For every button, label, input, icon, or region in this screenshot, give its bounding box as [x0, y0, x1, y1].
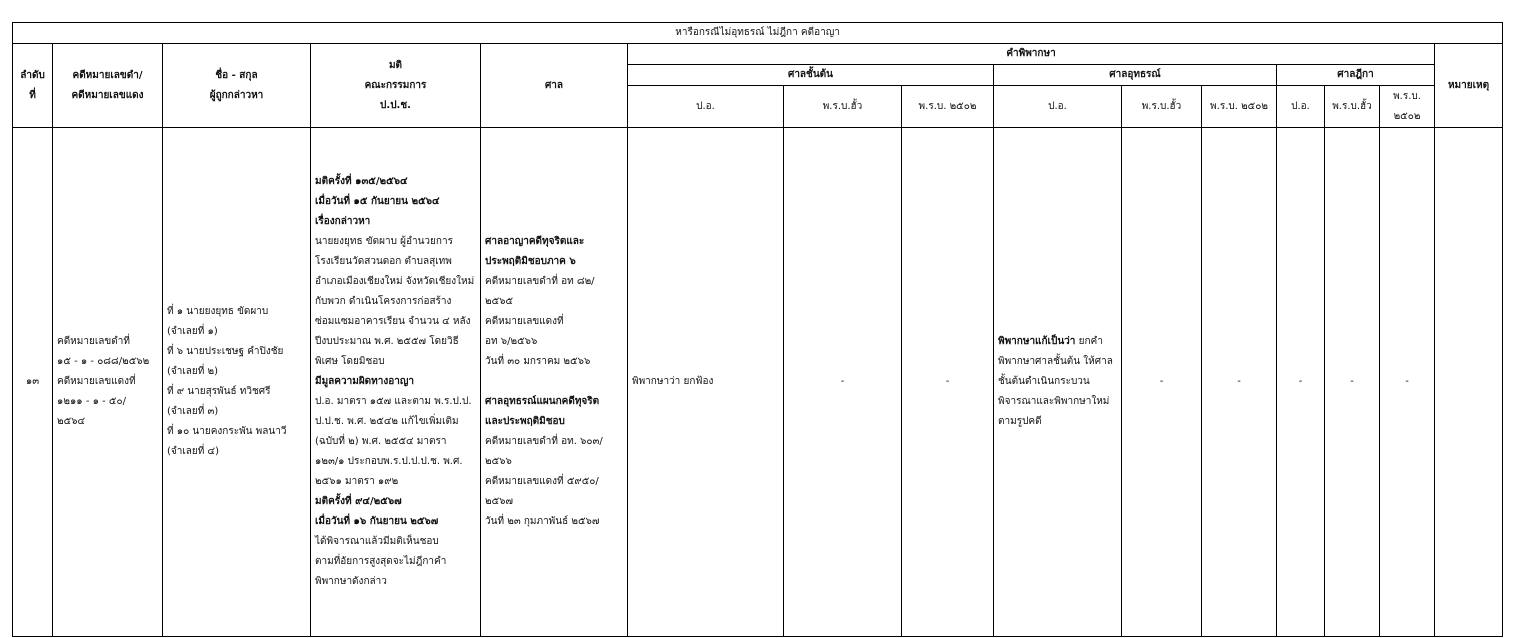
cell-resolution — [311, 128, 481, 637]
resolution-line: อำเภอเมืองเชียงใหม่ จังหวัดเชียงใหม่ — [315, 276, 475, 287]
header-supreme-po: ป.อ. — [1277, 86, 1325, 128]
resolution-line: (ฉบับที่ ๒) พ.ศ. ๒๕๕๔ มาตรา — [315, 436, 447, 447]
header-supreme-bribe: พ.ร.บ.ฮั้ว — [1325, 86, 1380, 128]
resolution-line: ปีงบประมาณ พ.ศ. ๒๕๕๗ โดยวิธี — [315, 336, 459, 347]
header-appeal-2502: พ.ร.บ. ๒๕๐๒ — [1202, 86, 1277, 128]
court-line: อท ๖/๒๕๖๖ — [485, 336, 538, 347]
court-line: คดีหมายเลขแดงที่ — [485, 316, 564, 327]
court-line: ๒๕๖๖ — [485, 456, 512, 467]
cell-court — [481, 128, 628, 637]
court-line: คดีหมายเลขแดงที่ ๕๙๕๐/ — [485, 476, 599, 487]
header-order: ลำดับ ที่ — [13, 44, 53, 128]
cell-names: ที่ ๑ นายยงยุทธ ขัดผาบ (จำเลยที่ ๑) ที่ ๖ นายประเชษฐ คำปิงชัย (จำเลยที่ ๒) ที่ ๙ นายสุรพันธ์ ทวิชศรี (จำเลยที่ ๓) ที่ ๑๐ นายคงกระพัน พลนาวี (จำเลยที่ ๔) — [163, 128, 311, 637]
court-line: ๒๕๖๕ — [485, 296, 514, 307]
header-judgment: คำพิพากษา — [628, 44, 1435, 65]
court-line: คดีหมายเลขดำที่ อท ๘๒/ — [485, 276, 595, 287]
header-remark: หมายเหตุ — [1435, 44, 1503, 128]
header-first-po: ป.อ. — [628, 86, 784, 128]
table-row — [13, 128, 1503, 637]
resolution-line: มีมูลความผิดทางอาญา — [315, 376, 415, 387]
header-first-court: ศาลชั้นต้น — [628, 65, 994, 86]
cell-first-po: พิพากษาว่า ยกฟ้อง — [628, 128, 784, 637]
court-line: วันที่ ๓๐ มกราคม ๒๕๖๖ — [485, 356, 591, 367]
court-line: ศาลอาญาคดีทุจริตและ — [485, 236, 585, 247]
header-supreme-court: ศาลฎีกา — [1277, 65, 1435, 86]
resolution-line: พิพากษาดังกล่าว — [315, 576, 387, 587]
resolution-line: มติครั้งที่ ๙๔/๒๕๖๗ — [315, 496, 402, 507]
appeal-verdict-label: พิพากษาแก้เป็นว่า — [998, 336, 1076, 347]
header-court: ศาล — [481, 44, 628, 128]
resolution-line: ๒๕๖๑ มาตรา ๑๙๒ — [315, 476, 399, 487]
resolution-line: ๑๒๓/๑ ประกอบพ.ร.ป.ป.ป.ช. พ.ศ. — [315, 456, 463, 467]
resolution-line: พิเศษ โดยมิชอบ — [315, 356, 385, 367]
header-first-bribe: พ.ร.บ.ฮั้ว — [784, 86, 902, 128]
court-line: ศาลอุทธรณ์แผนกคดีทุจริต — [485, 396, 600, 407]
resolution-line: ตามที่อัยการสูงสุดจะไม่ฎีกาคำ — [315, 556, 447, 567]
cell-appeal-po: พิพากษาแก้เป็นว่า ยกคำ พิพากษาศาลชั้นต้น ให้ศาล ชั้นต้นดำเนินกระบวน พิจารณาและพิพากษาใหม่ ตามรูปคดี — [994, 128, 1122, 637]
header-resolution: มติ คณะกรรมการ ป.ป.ช. — [311, 44, 481, 128]
resolution-line: ป.อ. มาตรา ๑๕๗ และตาม พ.ร.ป.ป. — [315, 396, 472, 407]
cell-supreme-bribe: - — [1325, 128, 1380, 637]
header-appeal-po: ป.อ. — [994, 86, 1122, 128]
resolution-line: เรื่องกล่าวหา — [315, 216, 371, 227]
cell-supreme-2502: - — [1380, 128, 1435, 637]
cell-first-2502: - — [902, 128, 994, 637]
cell-appeal-bribe: - — [1122, 128, 1202, 637]
cell-remark — [1435, 128, 1503, 637]
resolution-line: นายยงยุทธ ขัดผาบ ผู้อำนวยการ — [315, 236, 453, 247]
cell-case-no: คดีหมายเลขดำที่ ๑๕ - ๑ - ๐๘๘/๒๕๖๒ คดีหมายเลขแดงที่ ๑๒๑๑ - ๑ - ๕๐/ ๒๕๖๔ — [53, 128, 163, 637]
header-appeal-court: ศาลอุทธรณ์ — [994, 65, 1277, 86]
case-table — [12, 22, 1503, 637]
cell-order: ๑๓ — [13, 128, 53, 637]
resolution-line: โรงเรียนวัดสวนดอก ตำบลสุเทพ — [315, 256, 452, 267]
cell-first-bribe: - — [784, 128, 902, 637]
resolution-line: ได้พิจารณาแล้วมีมติเห็นชอบ — [315, 536, 439, 547]
header-first-2502: พ.ร.บ. ๒๕๐๒ — [902, 86, 994, 128]
resolution-line: เมื่อวันที่ ๑๖ กันยายน ๒๕๖๗ — [315, 516, 439, 527]
table-caption: หารือกรณีไม่อุทธรณ์ ไม่ฎีกา คดีอาญา — [13, 23, 1503, 44]
cell-supreme-po: - — [1277, 128, 1325, 637]
header-supreme-2502: พ.ร.บ. ๒๕๐๒ — [1380, 86, 1435, 128]
court-line: วันที่ ๒๓ กุมภาพันธ์ ๒๕๖๗ — [485, 516, 600, 527]
resolution-line: ป.ป.ช. พ.ศ. ๒๕๔๒ แก้ไขเพิ่มเติม — [315, 416, 459, 427]
court-line: ประพฤติมิชอบภาค ๖ — [485, 256, 576, 267]
court-line: ๒๕๖๗ — [485, 496, 514, 507]
resolution-line: กับพวก ดำเนินโครงการก่อสร้าง — [315, 296, 452, 307]
resolution-line: มติครั้งที่ ๑๓๕/๒๕๖๔ — [315, 176, 408, 187]
court-line: คดีหมายเลขดำที่ อท. ๖๐๓/ — [485, 436, 603, 447]
header-case-no: คดีหมายเลขดำ/ คดีหมายเลขแดง — [53, 44, 163, 128]
cell-appeal-2502: - — [1202, 128, 1277, 637]
header-appeal-bribe: พ.ร.บ.ฮั้ว — [1122, 86, 1202, 128]
resolution-line: เมื่อวันที่ ๑๕ กันยายน ๒๕๖๔ — [315, 196, 440, 207]
header-name: ชื่อ - สกุล ผู้ถูกกล่าวหา — [163, 44, 311, 128]
resolution-line: ซ่อมแซมอาคารเรียน จำนวน ๔ หลัง — [315, 316, 471, 327]
court-line: และประพฤติมิชอบ — [485, 416, 565, 427]
court-line — [485, 372, 623, 392]
